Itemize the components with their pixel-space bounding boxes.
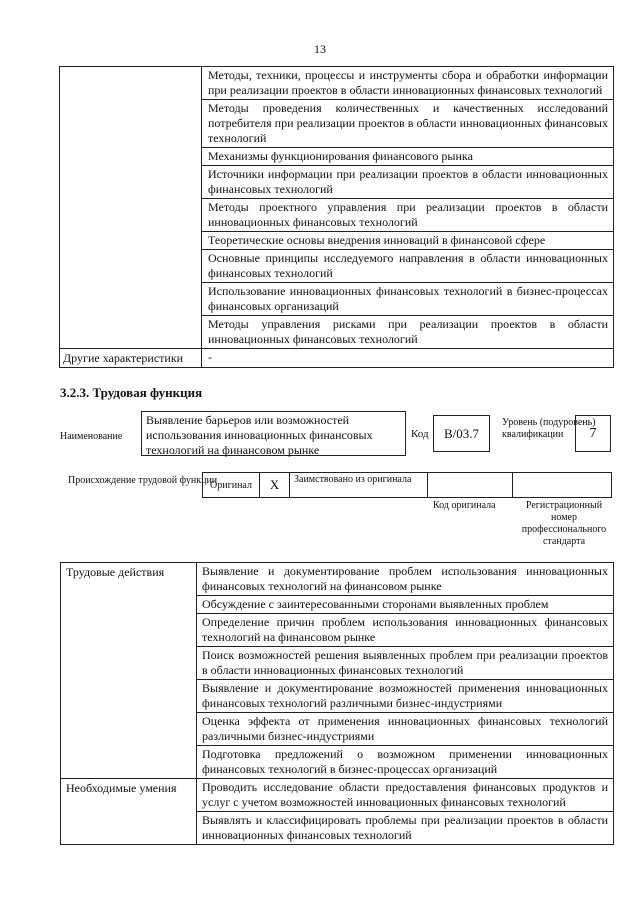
table-row	[61, 563, 613, 778]
section-heading: 3.2.3. Трудовая функция	[60, 385, 203, 400]
code-original-cell	[428, 473, 513, 497]
original-mark: X	[260, 473, 290, 497]
table-cell: Методы проведения количественных и качественных исследований потребителя при реализации проектов в области инновационных финансовых технологий	[202, 100, 613, 148]
table-cell: Поиск возможностей решения выявленных проблем при реализации проектов в области инновационных финансовых технологий	[197, 647, 613, 680]
original-label: Оригинал	[203, 473, 260, 497]
table-cell: Выявление и документирование возможностей применения инновационных финансовых технологий различными бизнес-индустриями	[197, 680, 613, 713]
table-row	[60, 67, 613, 348]
table-cell: -	[208, 350, 212, 364]
row-label-actions: Трудовые действия	[61, 563, 197, 778]
table-row	[60, 348, 613, 367]
level-label: Уровень (подуровень) квалификации	[502, 417, 596, 440]
code-label: Код	[411, 428, 429, 440]
table-row	[61, 778, 613, 844]
table-cell: Источники информации при реализации проектов в области инновационных финансовых технологий	[202, 166, 613, 199]
row-label-skills: Необходимые умения	[61, 779, 197, 844]
table-cell: Теоретические основы внедрения инноваций в финансовой сфере	[202, 232, 613, 250]
row-label	[60, 67, 202, 348]
table-cell: Методы проектного управления при реализации проектов в области инновационных финансовых технологий	[202, 199, 613, 232]
reg-number-cell	[513, 473, 611, 497]
level-value: 7	[575, 415, 611, 452]
table-cell: Подготовка предложений о возможном применении инновационных финансовых технологий в бизнес-процессах организаций	[202, 747, 608, 776]
table-cell: Обсуждение с заинтересованными сторонами выявленных проблем	[197, 596, 613, 614]
table-cell: Определение причин проблем использования инновационных финансовых технологий на финансовом рынке	[197, 614, 613, 647]
function-name: Выявление барьеров или возможностей использования инновационных финансовых технологий на финансовом рынке	[141, 411, 406, 456]
origin-label: Происхождение трудовой функции	[68, 475, 218, 486]
knowledge-table	[59, 66, 614, 368]
borrowed-label: Заимствовано из оригинала	[290, 473, 428, 497]
page-number: 13	[314, 42, 326, 56]
reg-number-label: Регистрационный номер профессионального стандарта	[521, 500, 607, 547]
code-value: B/03.7	[433, 415, 490, 452]
code-original-label: Код оригинала	[433, 500, 496, 511]
table-cell: Проводить исследование области предоставления финансовых продуктов и услуг с учетом возможностей инновационных финансовых технологий	[197, 779, 613, 812]
name-label: Наименование	[60, 431, 123, 442]
table-cell: Использование инновационных финансовых технологий в бизнес-процессах финансовых организаций	[202, 283, 613, 316]
table-cell: Выявление и документирование проблем использования инновационных финансовых технологий на финансовом рынке	[197, 563, 613, 596]
row-label-other: Другие характеристики	[60, 349, 202, 367]
table-cell: Основные принципы исследуемого направления в области инновационных финансовых технологий	[202, 250, 613, 283]
table-cell: Методы, техники, процессы и инструменты сбора и обработки информации при реализации проектов в области инновационных финансовых технологий	[202, 67, 613, 100]
origin-row	[202, 472, 612, 498]
table-cell: Методы управления рисками при реализации проектов в области инновационных финансовых технологий	[208, 317, 608, 346]
labor-function-table	[60, 562, 614, 845]
table-cell: Оценка эффекта от применения инновационных финансовых технологий различными бизнес-индустриями	[197, 713, 613, 746]
table-cell: Механизмы функционирования финансового рынка	[202, 148, 613, 166]
table-cell: Выявлять и классифицировать проблемы при реализации проектов в области инновационных финансовых технологий	[202, 813, 608, 842]
